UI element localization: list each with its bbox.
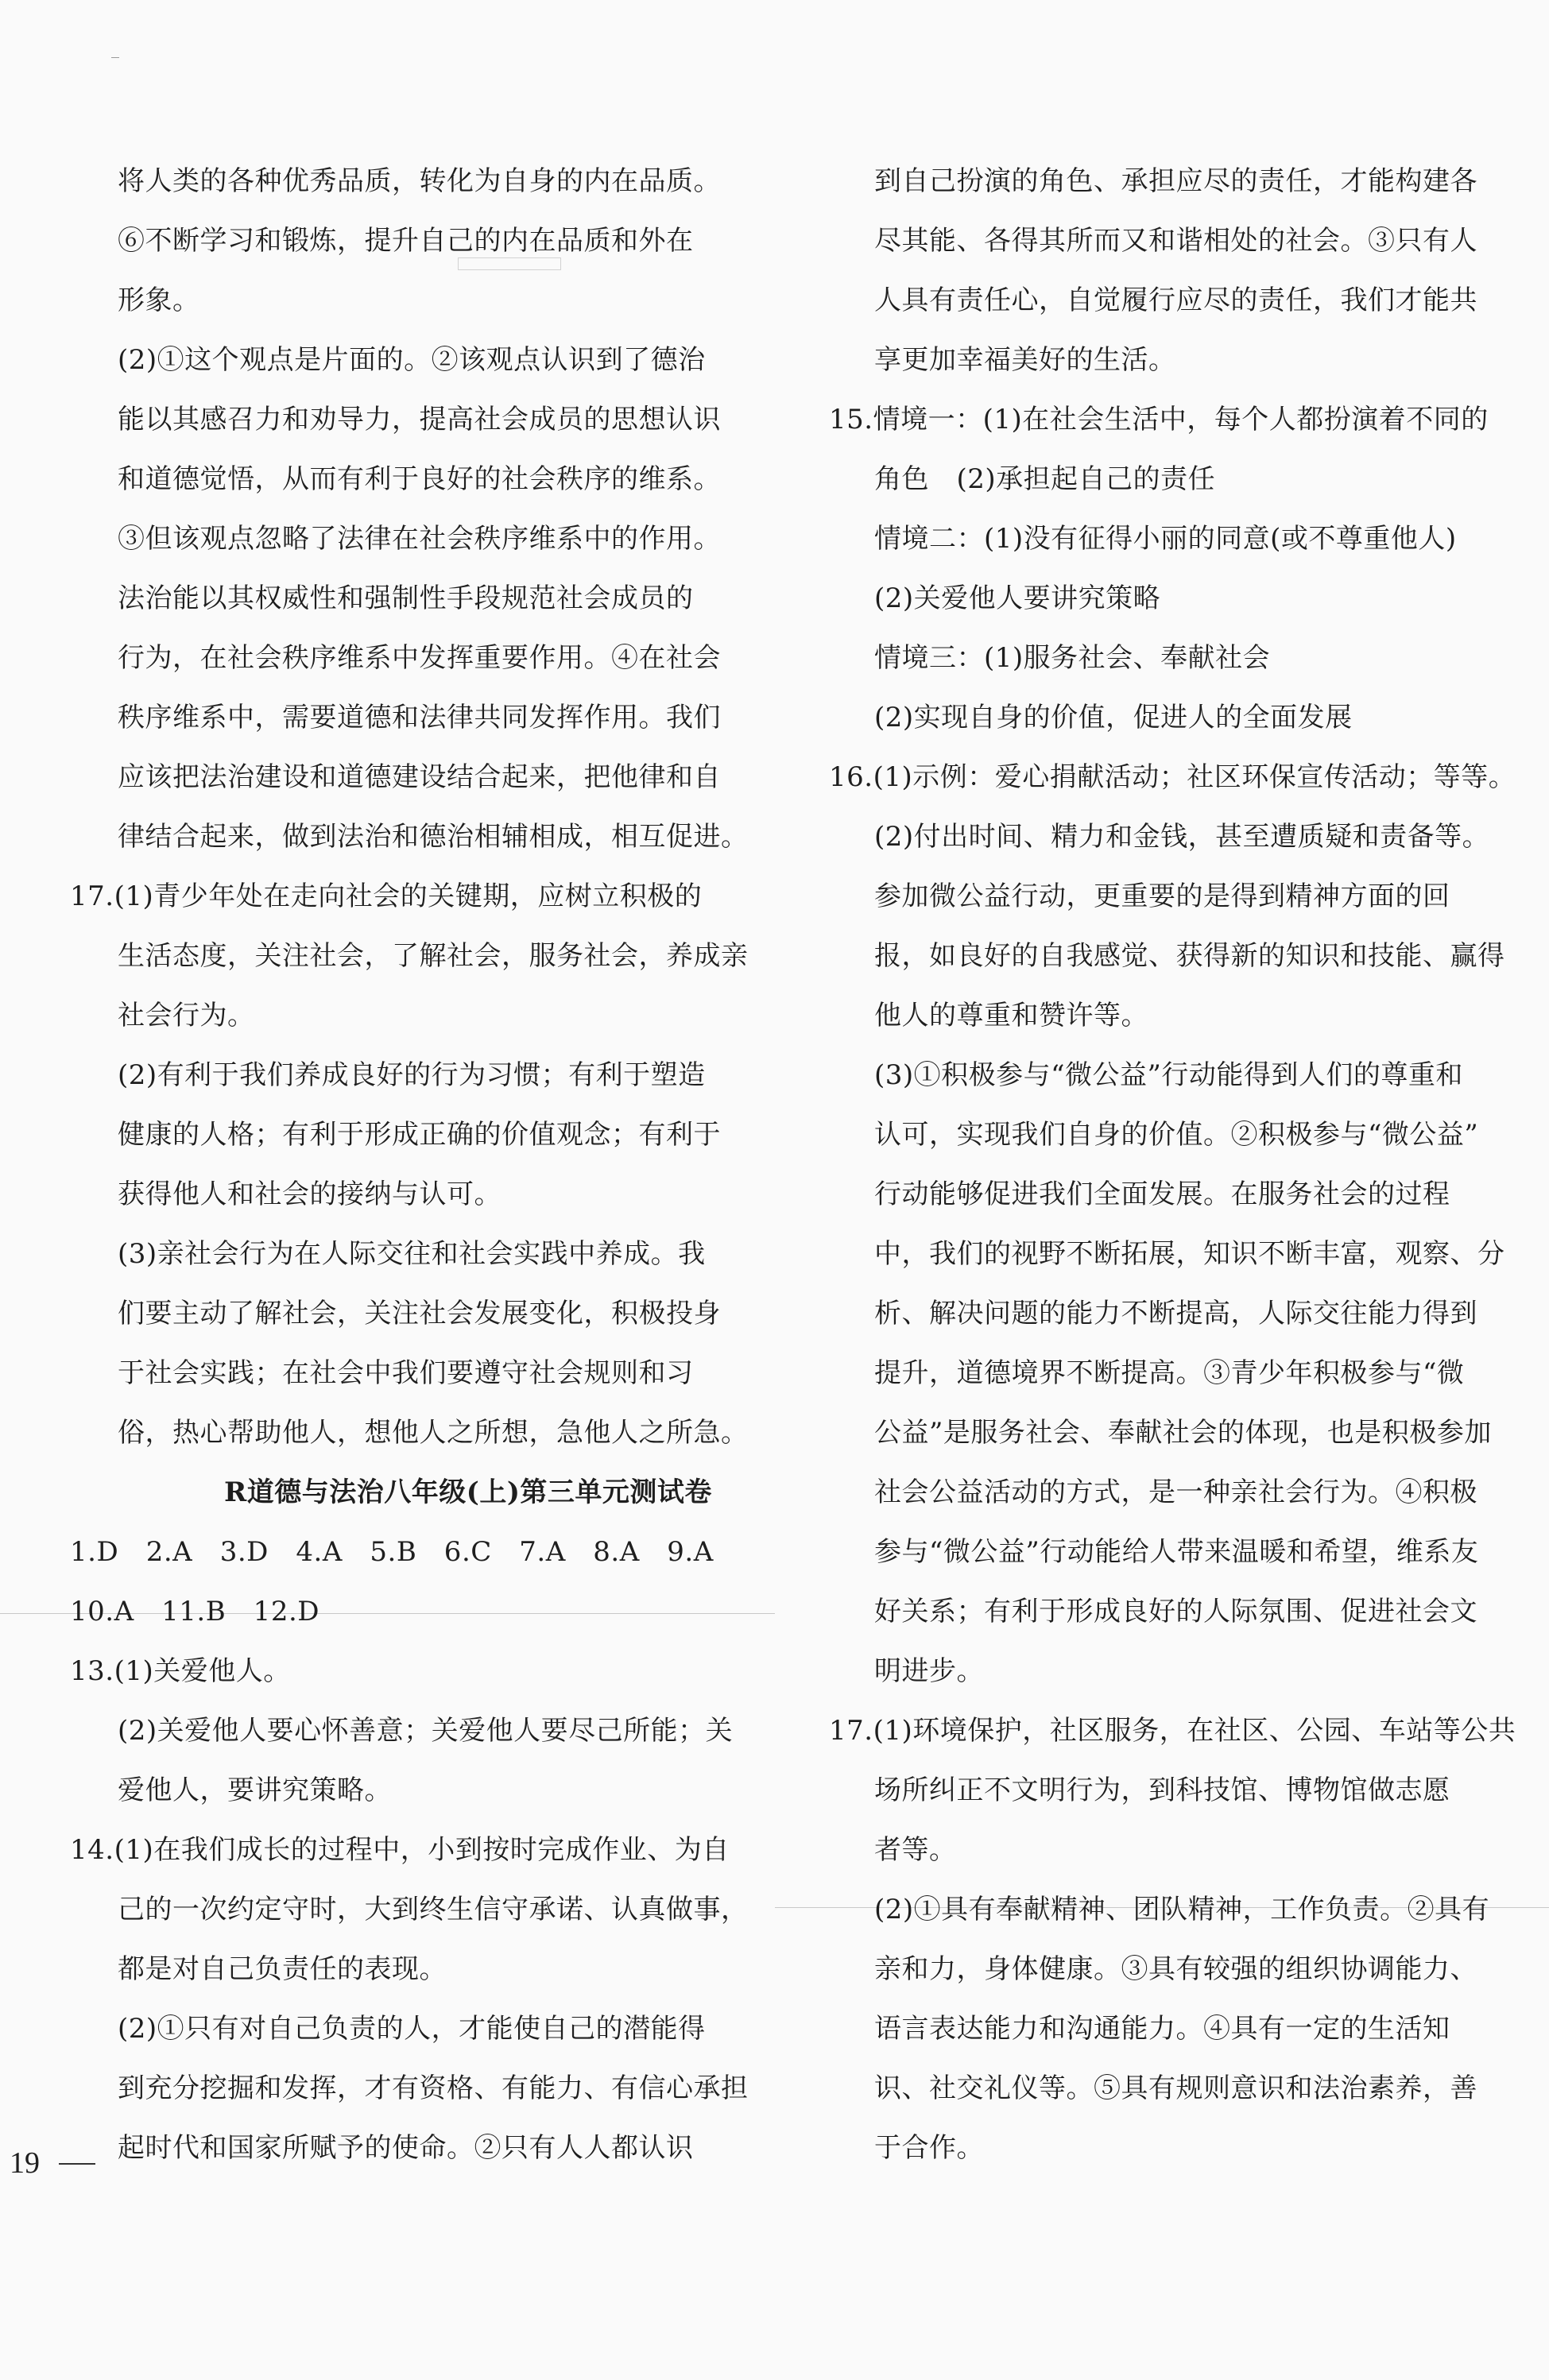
answer-line: 17.(1)青少年处在走向社会的关键期，应树立积极的 [70, 880, 703, 912]
answer-line: 到自己扮演的角色、承担应尽的责任，才能构建各 [874, 165, 1477, 197]
answer-line: (2)有利于我们养成良好的行为习惯；有利于塑造 [118, 1059, 706, 1091]
answer-line: (2)①这个观点是片面的。②该观点认识到了德治 [118, 344, 706, 376]
answer-line: 13.(1)关爱他人。 [70, 1655, 291, 1687]
answer-line: 律结合起来，做到法治和德治相辅相成，相互促进。 [118, 821, 749, 853]
answer-line: 社会公益活动的方式，是一种亲社会行为。④积极 [874, 1476, 1477, 1508]
answer-line: (3)①积极参与“微公益”行动能得到人们的尊重和 [874, 1059, 1463, 1091]
answer-line: 行动能够促进我们全面发展。在服务社会的过程 [874, 1178, 1450, 1210]
answer-line: 于社会实践；在社会中我们要遵守社会规则和习 [118, 1357, 694, 1389]
answer-line: 社会行为。 [118, 1000, 255, 1031]
answer-line: 情境二：(1)没有征得小丽的同意(或不尊重他人) [874, 523, 1457, 555]
answer-line: 公益”是服务社会、奉献社会的体现，也是积极参加 [874, 1417, 1492, 1449]
answer-line: 17.(1)环境保护，社区服务，在社区、公园、车站等公共 [829, 1715, 1516, 1747]
answer-line: 爱他人，要讲究策略。 [118, 1774, 392, 1806]
answer-line: 尽其能、各得其所而又和谐相处的社会。③只有人 [874, 225, 1477, 257]
answer-line: 健康的人格；有利于形成正确的价值观念；有利于 [118, 1119, 721, 1151]
answer-line: 都是对自己负责任的表现。 [118, 1953, 447, 1985]
answer-line: 俗，热心帮助他人，想他人之所想，急他人之所急。 [118, 1417, 749, 1449]
answer-line: 14.(1)在我们成长的过程中，小到按时完成作业、为自 [70, 1834, 730, 1866]
answer-line: 报，如良好的自我感觉、获得新的知识和技能、赢得 [874, 940, 1505, 972]
answer-line: 亲和力，身体健康。③具有较强的组织协调能力、 [874, 1953, 1477, 1985]
scan-mark [111, 57, 119, 58]
answer-line: 到充分挖掘和发挥，才有资格、有能力、有信心承担 [118, 2072, 749, 2104]
section-heading: R道德与法治八年级(上)第三单元测试卷 [224, 1476, 712, 1508]
page-number-dash [59, 2163, 95, 2165]
answer-line: 行为，在社会秩序维系中发挥重要作用。④在社会 [118, 642, 721, 674]
answer-line: 好关系；有利于形成良好的人际氛围、促进社会文 [874, 1596, 1477, 1627]
answer-line: 场所纠正不文明行为，到科技馆、博物馆做志愿 [874, 1774, 1450, 1806]
answer-line: 10.A 11.B 12.D [70, 1596, 320, 1627]
answer-line: 能以其感召力和劝导力，提高社会成员的思想认识 [118, 404, 721, 435]
answer-line: 起时代和国家所赋予的使命。②只有人人都认识 [118, 2132, 694, 2164]
answer-line: 获得他人和社会的接纳与认可。 [118, 1178, 501, 1210]
answer-line: 识、社交礼仪等。⑤具有规则意识和法治素养，善 [874, 2072, 1477, 2104]
answer-line: 法治能以其权威性和强制性手段规范社会成员的 [118, 582, 694, 614]
answer-line: 们要主动了解社会，关注社会发展变化，积极投身 [118, 1298, 721, 1329]
answer-line: (2)①具有奉献精神、团队精神，工作负责。②具有 [874, 1894, 1490, 1925]
answer-line: 于合作。 [874, 2132, 984, 2164]
answer-line: 1.D 2.A 3.D 4.A 5.B 6.C 7.A 8.A 9.A [70, 1536, 714, 1568]
answer-line: 15.情境一：(1)在社会生活中，每个人都扮演着不同的 [829, 404, 1489, 435]
answer-line: 情境三：(1)服务社会、奉献社会 [874, 642, 1271, 674]
answer-line: ⑥不断学习和锻炼，提升自己的内在品质和外在 [118, 225, 694, 257]
answer-line: 将人类的各种优秀品质，转化为自身的内在品质。 [118, 165, 721, 197]
answer-line: (3)亲社会行为在人际交往和社会实践中养成。我 [118, 1238, 706, 1270]
answer-line: 者等。 [874, 1834, 957, 1866]
answer-line: 人具有责任心，自觉履行应尽的责任，我们才能共 [874, 284, 1477, 316]
answer-line: 参与“微公益”行动能给人带来温暖和希望，维系友 [874, 1536, 1479, 1568]
answer-line: 参加微公益行动，更重要的是得到精神方面的回 [874, 880, 1450, 912]
answer-line: 形象。 [118, 284, 200, 316]
answer-line: (2)关爱他人要心怀善意；关爱他人要尽己所能；关 [118, 1715, 734, 1747]
answer-line: 他人的尊重和赞许等。 [874, 1000, 1148, 1031]
answer-line: 明进步。 [874, 1655, 984, 1687]
answer-line: (2)关爱他人要讲究策略 [874, 582, 1161, 614]
page-number: 19 [10, 2146, 40, 2180]
answer-line: 应该把法治建设和道德建设结合起来，把他律和自 [118, 761, 721, 793]
answer-line: ③但该观点忽略了法律在社会秩序维系中的作用。 [118, 523, 721, 555]
answer-line: 角色 (2)承担起自己的责任 [874, 463, 1216, 495]
answer-line: 享更加幸福美好的生活。 [874, 344, 1176, 376]
answer-line: 认可，实现我们自身的价值。②积极参与“微公益” [874, 1119, 1479, 1151]
answer-line: 语言表达能力和沟通能力。④具有一定的生活知 [874, 2013, 1450, 2045]
answer-line: 秩序维系中，需要道德和法律共同发挥作用。我们 [118, 702, 721, 733]
answer-line: 中，我们的视野不断拓展，知识不断丰富，观察、分 [874, 1238, 1505, 1270]
answer-line: 生活态度，关注社会，了解社会，服务社会，养成亲 [118, 940, 749, 972]
answer-line: 和道德觉悟，从而有利于良好的社会秩序的维系。 [118, 463, 721, 495]
answer-line: (2)付出时间、精力和金钱，甚至遭质疑和责备等。 [874, 821, 1490, 853]
answer-line: 16.(1)示例：爱心捐献活动；社区环保宣传活动；等等。 [829, 761, 1516, 793]
answer-line: 提升，道德境界不断提高。③青少年积极参与“微 [874, 1357, 1465, 1389]
answer-line: 析、解决问题的能力不断提高，人际交往能力得到 [874, 1298, 1477, 1329]
answer-line: (2)实现自身的价值，促进人的全面发展 [874, 702, 1353, 733]
answer-line: 己的一次约定守时，大到终生信守承诺、认真做事， [118, 1894, 749, 1925]
stamp-box [458, 257, 561, 270]
answer-line: (2)①只有对自己负责的人，才能使自己的潜能得 [118, 2013, 706, 2045]
